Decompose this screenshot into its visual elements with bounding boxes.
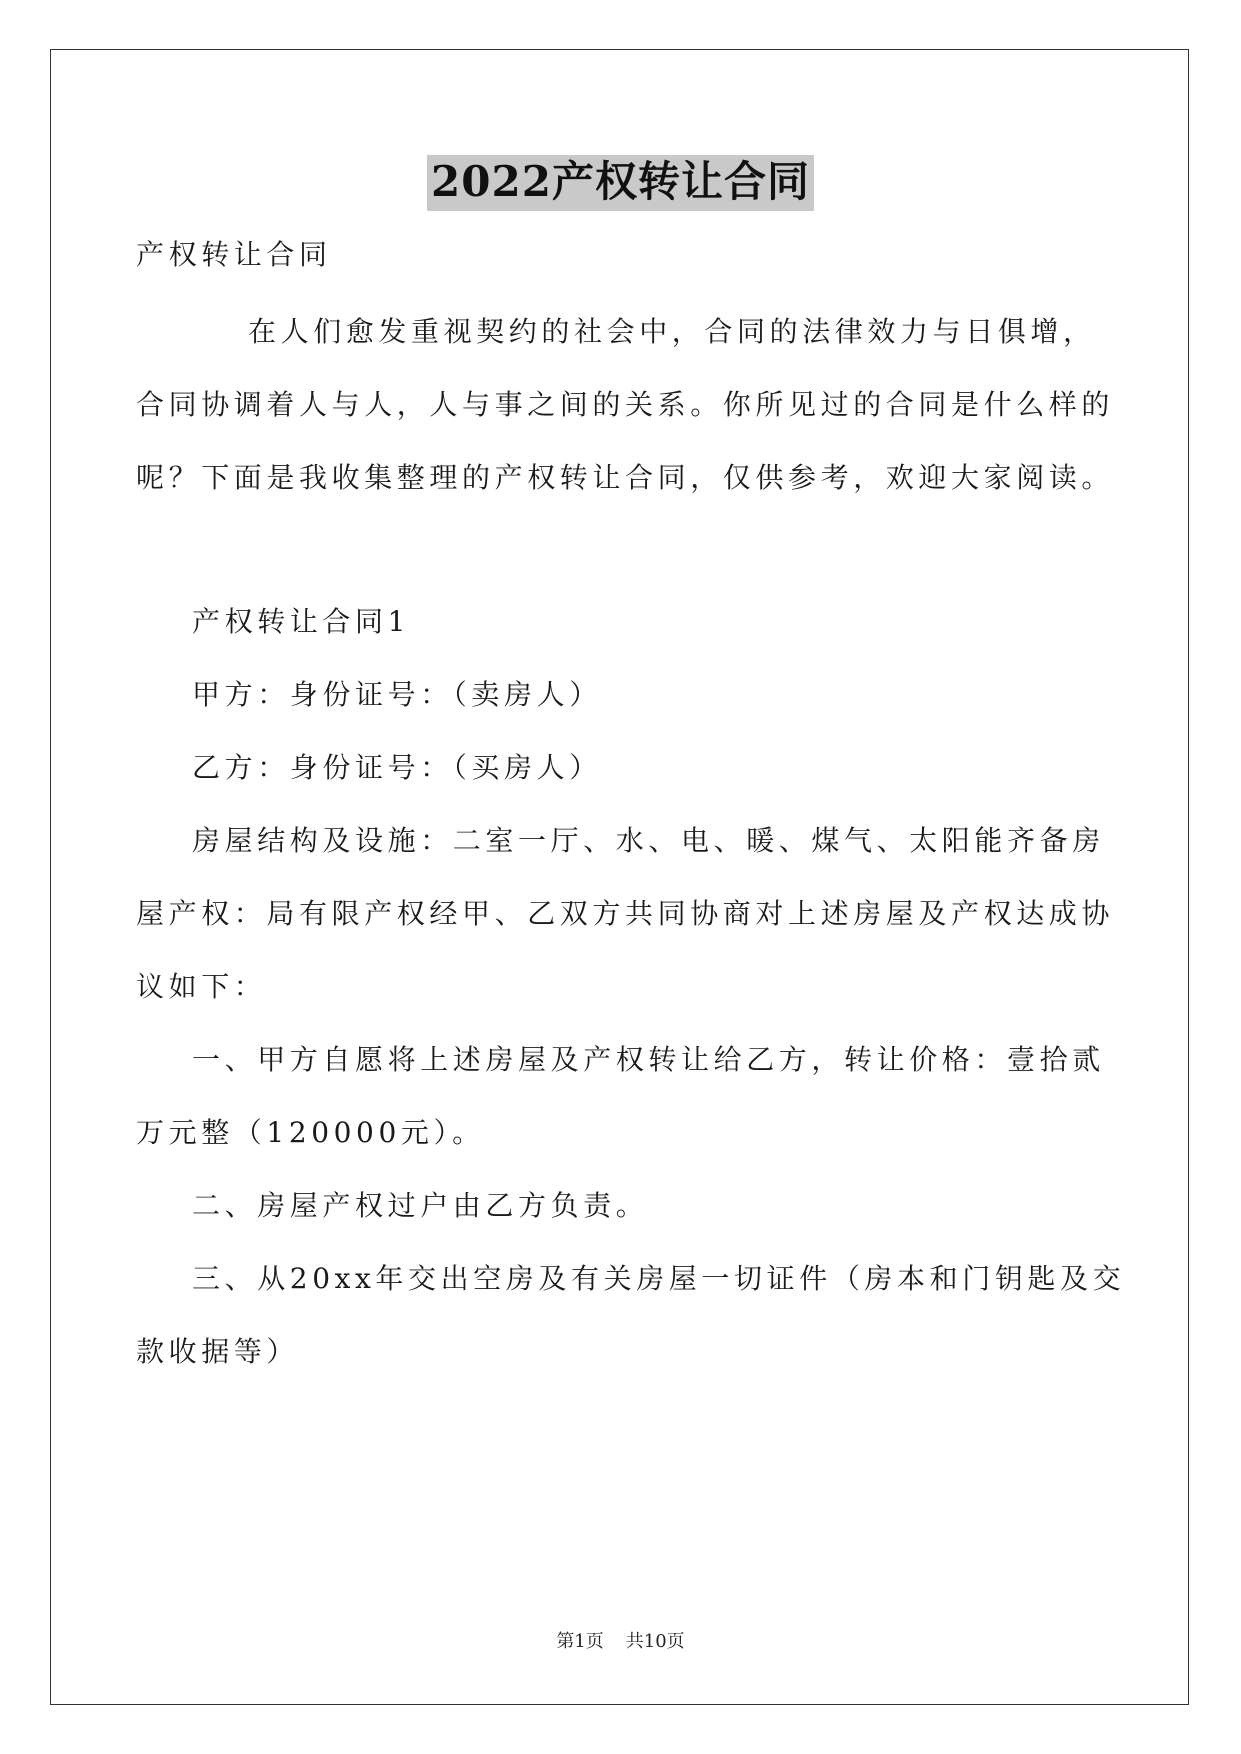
intro-line-3: 呢？下面是我收集整理的产权转让合同，仅供参考，欢迎大家阅读。 (136, 461, 1115, 494)
page-border (50, 49, 1189, 1705)
structure-line-3: 议如下： (136, 970, 267, 1003)
page-number-current: 第1页 (556, 1631, 604, 1652)
structure-line-1: 房屋结构及设施：二室一厅、水、电、暖、煤气、太阳能齐备房 (192, 824, 1105, 857)
title-highlight: 2022产权转让合同 (427, 155, 814, 211)
structure-line-2: 屋产权：局有限产权经甲、乙双方共同协商对上述房屋及产权达成协 (136, 897, 1115, 930)
subtitle: 产权转让合同 (136, 238, 332, 271)
page-footer (0, 1627, 1241, 1653)
document-title (0, 155, 1241, 211)
intro-line-1: 在人们愈发重视契约的社会中，合同的法律效力与日俱增， (248, 315, 1096, 348)
page-number-total: 共10页 (625, 1631, 685, 1652)
clause-1-line-1: 一、甲方自愿将上述房屋及产权转让给乙方，转让价格：壹拾贰 (192, 1043, 1105, 1076)
clause-3-line-1: 三、从20xx年交出空房及有关房屋一切证件（房本和门钥匙及交 (192, 1262, 1126, 1295)
clause-3-line-2: 款收据等） (136, 1335, 300, 1368)
party-b-line: 乙方：身份证号：（买房人） (192, 751, 602, 784)
intro-line-2: 合同协调着人与人，人与事之间的关系。你所见过的合同是什么样的 (136, 388, 1115, 421)
party-a-line: 甲方：身份证号：（卖房人） (192, 678, 602, 711)
section-heading: 产权转让合同1 (192, 605, 411, 638)
clause-2-line: 二、房屋产权过户由乙方负责。 (192, 1189, 649, 1222)
clause-1-line-2: 万元整（120000元）。 (136, 1116, 485, 1149)
